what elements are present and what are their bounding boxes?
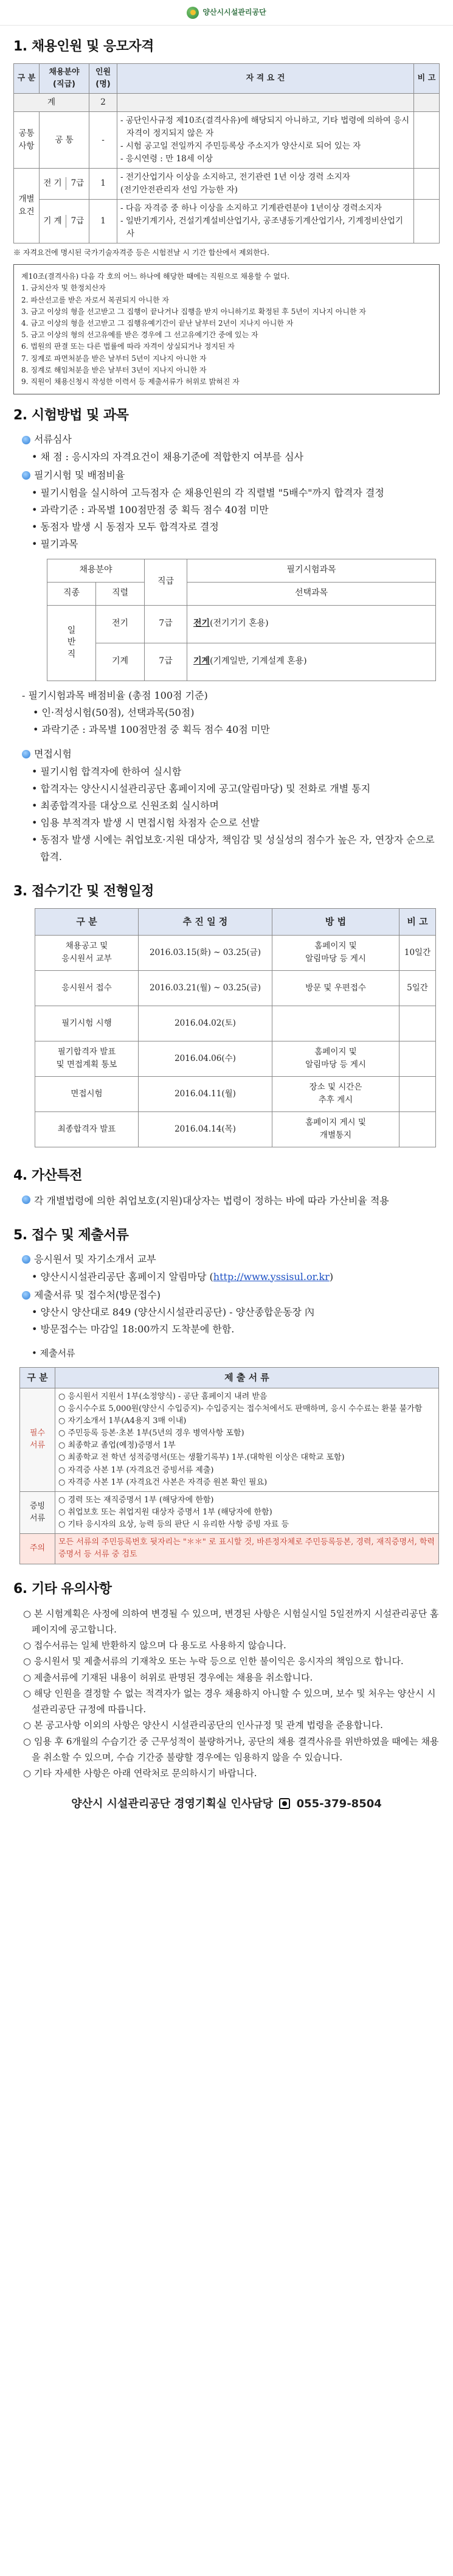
note-line: 제10조(결격사유) 다음 각 호의 어느 하나에 해당한 때에는 직원으로 채용할 수 없다. (21, 272, 290, 281)
common-label: 공통 사항 (14, 112, 40, 169)
h-exam: 필기시험과목 (187, 559, 436, 582)
col-count: 인원 (명) (89, 64, 117, 94)
note-item: ○ 본 공고사항 이외의 사항은 양산시 시설관리공단의 인사규정 및 관계 법령을 준용합니다. (23, 1720, 383, 1731)
row-label: 주의 (20, 1534, 55, 1564)
para-line: • 임용 부적격자 발생 시 면접시험 차점자 순으로 선발 (32, 816, 260, 828)
caution-text: 모든 서류의 주민등록번호 뒷자리는 "＊＊" 로 표시할 것, 바른정자체로 주민등록등본, 경력, 재직증명서, 학력증명서 등 서류 중 검토 (55, 1534, 439, 1564)
doc-item: ○ 응시수수료 5,000원(양산시 수입증지)- 수입증지는 접수처에서도 판매하며, 응시 수수료는 환불 불가함 (58, 1404, 423, 1413)
para-line: • 인·적성시험(50점), 선택과목(50점) (33, 706, 195, 718)
note-line: 1. 금치산자 및 한정치산자 (21, 284, 106, 293)
eligibility-footnote: ※ 자격요건에 명시된 국가기술자격증 등은 시험전날 시 기간 합산에서 제외한다. (13, 248, 270, 257)
note-item: ○ 해당 인원을 결정할 수 없는 적격자가 없는 경우 채용하지 아니할 수 있으며, 보수 및 처우는 양산시 시설관리공단 규정에 따릅니다. (23, 1687, 436, 1715)
doc-review-heading (22, 432, 440, 447)
note-line: 3. 금고 이상의 형을 선고받고 그 집행이 끝나거나 집행을 받지 아니하기로 확정된 후 5년이 지나지 아니한 자 (21, 307, 366, 316)
common-field: 공 통 (40, 112, 89, 169)
note-line: 8. 징계로 해임처분을 받은 날부터 3년이 지나지 아니한 자 (21, 365, 207, 374)
requirement-item: - 전기산업기사 이상을 소지하고, 전기관련 1년 이상 경력 소지자 (120, 172, 350, 182)
grade-electric: 7급 (66, 177, 89, 190)
notes-list (13, 1606, 440, 1782)
para-line: • 방문접수는 마감일 18:00까지 도착분에 한함. (32, 1323, 235, 1335)
date: 2016.03.15(화) ~ 03.25(금) (139, 935, 272, 970)
distribution-close: ) (329, 1270, 334, 1283)
individual-label: 개별 요건 (14, 168, 40, 243)
date: 2016.04.02(토) (139, 1006, 272, 1041)
date: 2016.04.14(목) (139, 1111, 272, 1147)
col-method: 방 법 (272, 908, 399, 935)
method: 방문 및 우편접수 (272, 970, 399, 1006)
note-item: ○ 접수서류는 일체 반환하지 않으며 다 용도로 사용하지 않습니다. (23, 1640, 286, 1651)
grade-machine: 7급 (145, 643, 187, 681)
note-line: 7. 징계로 파면처분을 받은 날부터 5년이 지나지 아니한 자 (21, 354, 207, 363)
note-line: 6. 법원의 판결 또는 다른 법률에 따라 자격이 상실되거나 정지된 자 (21, 342, 235, 351)
doc-item: ○ 자격증 사본 1부 (자격요건 사본은 자격증 원본 확인 필요) (58, 1477, 268, 1487)
bullet-icon (22, 1195, 30, 1204)
contact-phone[interactable]: 055-379-8504 (296, 1797, 382, 1811)
grade-machine: 7급 (66, 215, 89, 228)
col-remarks: 비 고 (414, 64, 440, 94)
col-field: 채용분야 (직급) (40, 64, 89, 94)
requirement-item: - 다음 자격증 중 하나 이상을 소지하고 기계관련분야 1년이상 경력소지자 (120, 203, 382, 213)
ratio-body (22, 687, 440, 738)
line-electric: 전기 (96, 605, 145, 643)
stage: 면접시험 (35, 1076, 139, 1111)
h-kind: 직종 (47, 582, 96, 605)
bullet-icon (22, 436, 30, 444)
bullet-icon (22, 750, 30, 758)
common-count: - (89, 112, 117, 169)
note-item: ○ 제출서류에 기재된 내용이 허위로 판명된 경우에는 채용을 취소합니다. (23, 1671, 313, 1683)
interview-heading (22, 747, 440, 762)
section-3-title: 3. 접수기간 및 전형일정 (13, 883, 154, 899)
note-item: ○ 기타 자세한 사항은 아래 연락처로 문의하시기 바랍니다. (23, 1768, 257, 1779)
section-4-title: 4. 가산특전 (13, 1167, 82, 1183)
distribution-body: • 양산시시설관리공단 홈페이지 알림마당 (http://www.yssisul.or.kr) (32, 1270, 334, 1283)
col-requirements: 자 격 요 건 (117, 64, 414, 94)
section-5-title: 5. 접수 및 제출서류 (13, 1227, 129, 1243)
subject-rest: (기계일반, 기계설계 혼용) (210, 656, 307, 667)
contact-footer (13, 1790, 440, 1819)
bullet-icon (22, 1255, 30, 1264)
phone-icon (279, 1798, 290, 1809)
contact-department: 양산시 시설관리공단 경영기획실 인사담당 (71, 1797, 274, 1811)
note (399, 1076, 436, 1111)
doc-item: ○ 최종학교 졸업(예정)증명서 1부 (58, 1441, 176, 1451)
note-item: ○ 임용 후 6개월의 수습기간 중 근무성적이 불량하거나, 공단의 채용 결격사유를 위반하였을 때에는 채용을 취소할 수 있으며, 수습 기간중 불량할 경우에는 임용하지 않을 수 있습니다. (23, 1735, 439, 1763)
receipt-heading (22, 1288, 440, 1303)
note: 10일간 (399, 935, 436, 970)
note-item: ○ 응시원서 및 제출서류의 기재착오 또는 누락 등으로 인한 불이익은 응시자의 책임으로 합니다. (23, 1656, 404, 1667)
requirement-item: - 공단인사규정 제10조(결격사유)에 해당되지 아니하고, 기타 법령에 의하여 응시자격이 정지되지 않은 자 (120, 116, 410, 139)
requirement-item: - 응시연령 : 만 18세 이상 (120, 154, 213, 164)
subject-main: 기계 (193, 656, 210, 667)
schedule-row (35, 1006, 436, 1041)
doc-row-required (20, 1388, 439, 1491)
stage: 필기합격자 발표 및 면접계획 통보 (35, 1041, 139, 1076)
subject-main: 전기 (193, 618, 210, 629)
bullet-icon (22, 471, 30, 480)
doc-item: ○ 자기소개서 1부(A4용지 3매 이내) (58, 1416, 187, 1426)
doc-item: ○ 기타 응시자의 요상, 능력 등의 판단 시 유리한 사항 증빙 자료 등 (58, 1520, 289, 1530)
schedule-row (35, 1041, 436, 1076)
subject-rest: (전기기기 혼용) (210, 618, 269, 629)
method: 홈페이지 및 알림마당 등 게시 (272, 1041, 399, 1076)
method (272, 1006, 399, 1041)
doc-item: ○ 경력 또는 재직증명서 1부 (해당자에 한함) (58, 1495, 214, 1505)
section-1-title: 1. 채용인원 및 응모자격 (13, 39, 154, 54)
field-electric: 전 기 (43, 178, 62, 189)
para-line: • 동점자 발생 시 동점자 모두 합격자로 결정 (32, 520, 219, 533)
col-category: 구 분 (14, 64, 40, 94)
grade-electric: 7급 (145, 605, 187, 643)
note (399, 1006, 436, 1041)
schedule-table (35, 908, 436, 1147)
bonus-body (22, 1192, 440, 1209)
para-line: • 동점자 발생 시에는 취업보호·지원 대상자, 책임감 및 성실성의 점수가 높은 자, 연장자 순으로 합격. (32, 833, 435, 863)
receipt-title: 제출서류 및 접수처(방문접수) (34, 1289, 161, 1301)
eligibility-table (13, 63, 440, 243)
section-6-title: 6. 기타 유의사항 (13, 1581, 112, 1597)
total-label: 계 (14, 94, 89, 112)
field-machine: 기 계 (43, 215, 62, 226)
interview-title: 면접시험 (34, 747, 72, 760)
requirement-item: - 일반기계기사, 건설기계설비산업기사, 공조냉동기계산업기사, 기계정비산업기사 (120, 215, 403, 239)
stage: 최종합격자 발표 (35, 1111, 139, 1147)
total-count: 2 (89, 94, 117, 112)
col-docs: 제 출 서 류 (55, 1367, 439, 1388)
date: 2016.03.21(월) ~ 03.25(금) (139, 970, 272, 1006)
schedule-row (35, 935, 436, 970)
doc-item: ○ 취업보호 또는 취업지원 대상자 증명서 1부 (해당자에 한함) (58, 1507, 272, 1517)
written-exam-title: 필기시험 및 배점비율 (34, 469, 125, 481)
org-name: 양산시시설관리공단 (202, 8, 266, 17)
col-type: 구 분 (20, 1367, 55, 1388)
doc-review-body (32, 449, 440, 466)
date: 2016.04.06(수) (139, 1041, 272, 1076)
line-machine: 기계 (96, 643, 145, 681)
para-line: • 필기시험을 실시하여 고득점자 순 채용인원의 각 직렬별 "5배수"까지 합격자 결정 (32, 486, 384, 499)
stage: 채용공고 및 응시원서 교부 (35, 935, 139, 970)
count-electric: 1 (89, 168, 117, 199)
col-date: 추 진 일 정 (139, 908, 272, 935)
kind-cell: 일 반 직 (47, 605, 96, 681)
written-exam-body (32, 485, 440, 553)
distribution-title: 응시원서 및 자기소개서 교부 (34, 1253, 156, 1265)
h-grade: 직급 (145, 559, 187, 605)
disqualification-note (13, 264, 440, 394)
para-line: • 합격자는 양산시시설관리공단 홈페이지에 공고(알림마당) 및 전화로 개별 통지 (32, 782, 371, 794)
row-label: 필수 서류 (20, 1388, 55, 1491)
h-line: 직렬 (96, 582, 145, 605)
col-note: 비 고 (399, 908, 436, 935)
written-exam-heading (22, 468, 440, 483)
distribution-heading (22, 1252, 440, 1267)
para-line: • 양산시 양산대로 849 (양산시시설관리공단) - 양산종합운동장 內 (32, 1306, 314, 1318)
requirement-item: (전기안전관리자 선임 가능한 자) (120, 184, 238, 195)
para-line: - 필기시험과목 배점비율 (총점 100점 기준) (22, 689, 208, 701)
bonus-text: 각 개별법령에 의한 취업보호(지원)대상자는 법령이 정하는 바에 따라 가산비율 적용 (34, 1194, 389, 1206)
stage: 필기시험 시행 (35, 1006, 139, 1041)
note (399, 1041, 436, 1076)
para-line: • 과락기준 : 과목별 100점만점 중 획득 점수 40점 미만 (33, 723, 270, 735)
page-header (0, 0, 453, 26)
method: 장소 및 시간은 추후 게시 (272, 1076, 399, 1111)
para-line: • 필기과목 (32, 537, 78, 550)
exam-subject-table (47, 559, 436, 681)
note (399, 1111, 436, 1147)
homepage-link[interactable]: http://www.yssisul.or.kr (213, 1270, 330, 1283)
doc-row-proof (20, 1491, 439, 1533)
para-line: • 과락기준 : 과목별 100점만점 중 획득 점수 40점 미만 (32, 503, 269, 516)
note-line: 5. 금고 이상의 형의 선고유예를 받은 경우에 그 선고유예기간 중에 있는 자 (21, 331, 258, 340)
requirement-item: - 시험 공고일 전일까지 주민등록상 주소지가 양산시로 되어 있는 자 (120, 141, 361, 152)
section-2-title: 2. 시험방법 및 과목 (13, 408, 129, 424)
h-field: 채용분야 (47, 559, 145, 582)
para-line: • 필기시험 합격자에 한하여 실시함 (32, 765, 182, 777)
interview-body (32, 763, 440, 866)
schedule-row (35, 1111, 436, 1147)
method: 홈페이지 및 알림마당 등 게시 (272, 935, 399, 970)
distribution-text: 양산시시설관리공단 홈페이지 알림마당 ( (40, 1270, 213, 1283)
doc-item: ○ 최종학교 전 학년 성적증명서(또는 생활기록부) 1부.(대학원 이상은 대학교 포함) (58, 1453, 345, 1463)
note-item: ○ 본 시험계획은 사정에 의하여 변경될 수 있으며, 변경된 사항은 시험실시일 5일전까지 시설관리공단 홈페이지에 공고합니다. (23, 1608, 439, 1635)
schedule-row (35, 1076, 436, 1111)
stage: 응시원서 접수 (35, 970, 139, 1006)
note-line: 4. 금고 이상의 형을 선고받고 그 집행유예기간이 끝난 날부터 2년이 지나지 아니한 자 (21, 318, 294, 327)
schedule-row (35, 970, 436, 1006)
org-logo-icon (187, 7, 199, 19)
h-choice: 선택과목 (187, 582, 436, 605)
common-requirements (117, 112, 414, 169)
date: 2016.04.11(월) (139, 1076, 272, 1111)
note-line: 9. 직원이 채용신청시 작성한 이력서 등 제출서류가 허위로 밝혀진 자 (21, 377, 240, 386)
bullet-icon (22, 1291, 30, 1300)
row-label: 증빙 서류 (20, 1491, 55, 1533)
method: 홈페이지 게시 및 개별통지 (272, 1111, 399, 1147)
receipt-body (32, 1304, 440, 1338)
doc-item: ○ 자격증 사본 1부 (자격요건 증빙서류 제출) (58, 1465, 214, 1475)
doc-item: ○ 응시원서 지원서 1부(소정양식) - 공단 홈페이지 내려 받음 (58, 1391, 268, 1401)
para-line: • 최종합격자를 대상으로 신원조회 실시하며 (32, 799, 219, 811)
docs-label: • 제출서류 (32, 1348, 75, 1359)
documents-table (19, 1367, 439, 1564)
para-line: • 채 점 : 응시자의 자격요건이 채용기준에 적합한지 여부를 심사 (32, 450, 304, 463)
doc-item: ○ 주민등록 등본·초본 1부(5년의 경우 병역사항 포함) (58, 1429, 244, 1438)
note-line: 2. 파산선고를 받은 자로서 복권되지 아니한 자 (21, 295, 169, 304)
note: 5일간 (399, 970, 436, 1006)
col-stage: 구 분 (35, 908, 139, 935)
doc-review-title: 서류심사 (34, 433, 72, 446)
count-machine: 1 (89, 199, 117, 243)
doc-row-caution (20, 1534, 439, 1564)
